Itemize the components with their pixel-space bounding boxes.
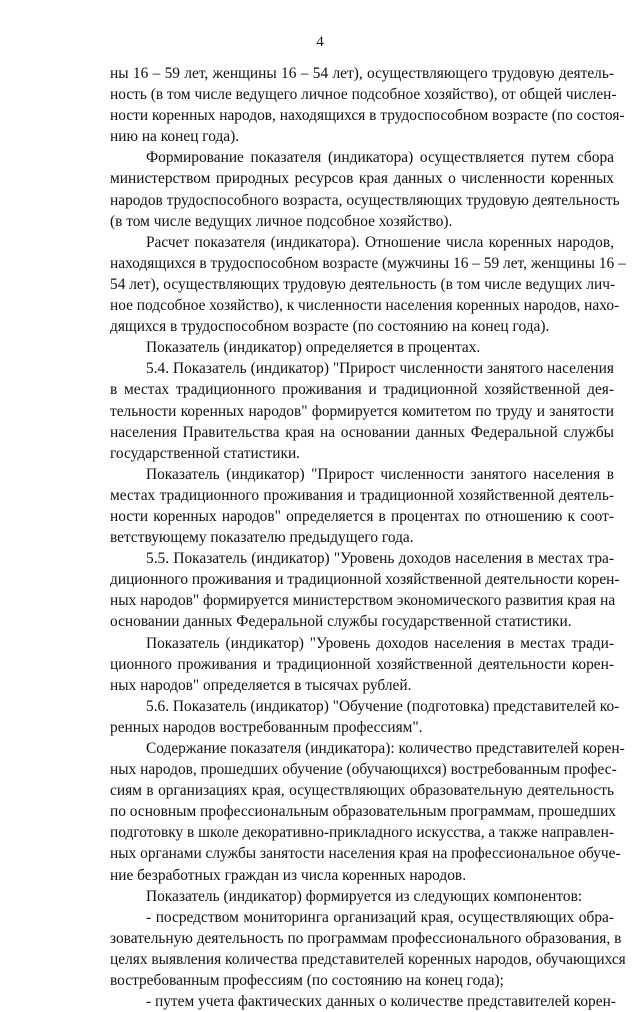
text-line: в местах традиционного проживания и традиционной хозяйственной дея- — [110, 381, 614, 399]
body-text — [110, 63, 626, 1012]
text-line: 5.5. Показатель (индикатор) "Уровень доходов населения в местах тра- — [146, 550, 614, 568]
text-line: 5.6. Показатель (индикатор) "Обучение (подготовка) представителей ко- — [146, 697, 620, 715]
text-line: ности коренных народов" определяется в процентах по отношению к соот- — [110, 507, 614, 525]
page-number: 4 — [316, 34, 324, 50]
text-line: сиям в организациях края, осуществляющих образовательную деятельность — [110, 782, 614, 800]
text-line: целях выявления количества представителей коренных народов, обучающихся — [110, 950, 626, 968]
text-line: ренных народов востребованным профессиям". — [110, 718, 423, 736]
text-line: 54 лет), осуществляющих трудовую деятельность (в том числе ведущих лич- — [110, 275, 616, 293]
text-line: ветствующему показателю предыдущего года. — [110, 529, 414, 547]
text-line: 5.4. Показатель (индикатор) "Прирост численности занятого населения — [146, 360, 614, 378]
text-line: государственной статистики. — [110, 444, 301, 462]
text-line: Расчет показателя (индикатора). Отношение числа коренных народов, — [146, 233, 614, 251]
text-line: Содержание показателя (индикатора): количество представителей корен- — [146, 740, 625, 757]
text-line: Показатель (индикатор) определяется в процентах. — [146, 339, 481, 357]
text-line: ных народов" формируется министерством экономического развития края на — [110, 592, 616, 610]
text-line: ционного проживания и традиционной хозяйственной деятельности корен- — [110, 655, 614, 673]
text-line: - путем учета фактических данных о количестве представителей корен- — [146, 993, 616, 1011]
text-line: народов трудоспособного возраста, осуществляющих трудовую деятельность — [110, 191, 620, 209]
text-line: дящихся в трудоспособном возрасте (по состоянию на конец года). — [110, 318, 550, 336]
text-line: ности коренных народов, находящихся в трудоспособном возрасте (по состоя- — [110, 107, 625, 125]
text-line: (в том числе ведущих личное подсобное хозяйство). — [110, 212, 453, 230]
text-line: ное подсобное хозяйство), к численности населения коренных народов, нахо- — [110, 297, 620, 315]
text-line: Формирование показателя (индикатора) осуществляется путем сбора — [146, 149, 614, 167]
text-line: населения Правительства края на основании данных Федеральной службы — [110, 423, 614, 441]
text-line: зовательную деятельность по программам профессионального образования, в — [110, 929, 622, 947]
text-line: диционного проживания и традиционной хозяйственной деятельности корен- — [110, 571, 620, 589]
text-line: тельности коренных народов" формируется комитетом по труду и занятости — [110, 402, 614, 420]
text-line: ны 16 – 59 лет, женщины 16 – 54 лет), осуществляющего трудовую деятель- — [110, 65, 614, 82]
text-line: ных народов" определяется в тысячах рублей. — [110, 676, 412, 694]
text-line: основании данных Федеральной службы государственной статистики. — [110, 613, 572, 631]
text-line: ность (в том числе ведущего личное подсобное хозяйство), от общей числен- — [110, 86, 617, 104]
text-line: Показатель (индикатор) "Уровень доходов населения в местах тради- — [146, 634, 614, 652]
text-line: министерством природных ресурсов края данных о численности коренных — [110, 170, 614, 188]
text-line: по основным профессиональным образовательным программам, прошедших — [110, 803, 617, 821]
text-line: ных органами службы занятости населения края на профессиональное обуче- — [110, 845, 621, 863]
text-line: находящихся в трудоспособном возрасте (мужчины 16 – 59 лет, женщины 16 – — [110, 254, 626, 272]
text-line: - посредством мониторинга организаций края, осуществляющих обра- — [146, 908, 614, 926]
text-line: ние безработных граждан из числа коренных народов. — [110, 866, 467, 884]
text-line: Показатель (индикатор) "Прирост численности занятого населения в — [146, 465, 614, 483]
text-line: местах традиционного проживания и традиционной хозяйственной деятель- — [110, 486, 614, 504]
text-line: Показатель (индикатор) формируется из следующих компонентов: — [146, 887, 583, 905]
text-line: ных народов, прошедших обучение (обучающихся) востребованным профес- — [110, 761, 617, 779]
text-line: нию на конец года). — [110, 128, 240, 146]
text-line: востребованным профессиям (по состоянию на конец года); — [110, 972, 504, 990]
text-line: подготовку в школе декоративно-прикладного искусства, а также направлен- — [110, 824, 614, 842]
